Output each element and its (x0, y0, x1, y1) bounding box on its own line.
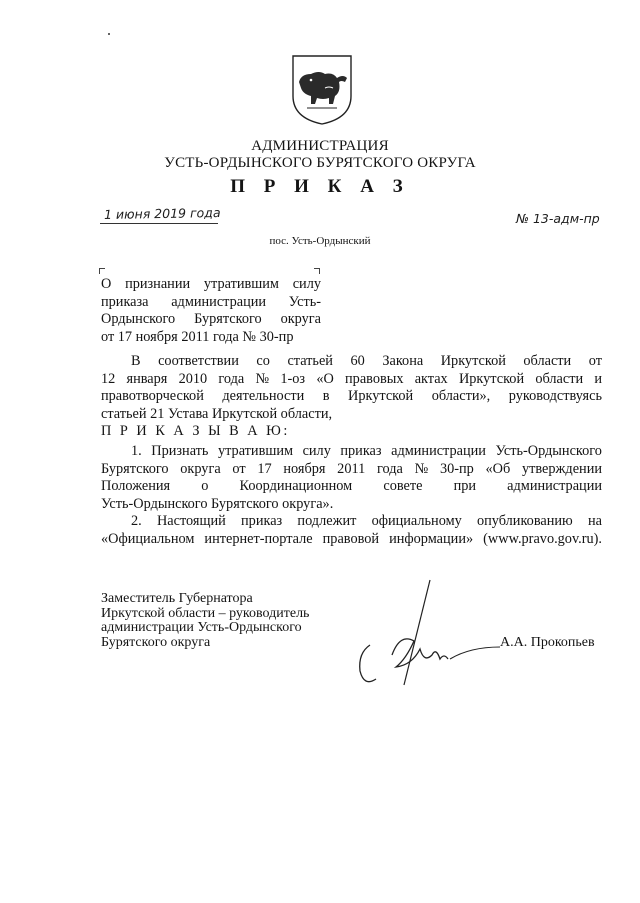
body-line (101, 478, 602, 496)
word: «Об (485, 460, 511, 477)
word: Бурятского (194, 311, 262, 327)
word: области (523, 353, 572, 369)
place-of-issue: пос. Усть-Ордынский (269, 235, 371, 247)
body-line (101, 531, 602, 549)
word: администрации (507, 478, 602, 494)
signer-position (101, 592, 309, 650)
signer-position-line: администрации Усть-Ордынского (101, 620, 302, 635)
word: № (255, 370, 270, 387)
word: приказ (340, 443, 382, 459)
handwritten-date: 1 июня 2019 года (103, 204, 221, 222)
word: 30-пр (439, 460, 474, 477)
body-line (101, 371, 602, 389)
word: Ордынского (101, 311, 176, 327)
body-line (101, 353, 602, 371)
word: о (201, 478, 209, 494)
word: в (322, 388, 330, 404)
word: января (126, 370, 168, 387)
word: администрации (391, 443, 486, 459)
word: О (101, 276, 112, 292)
word: и (594, 370, 602, 387)
word: области (535, 370, 584, 387)
body-line (101, 461, 602, 479)
date-underline (100, 223, 218, 224)
word: округа (180, 460, 221, 477)
subject-line (101, 311, 321, 329)
subject-line (101, 276, 321, 294)
word: Усть- (288, 293, 321, 310)
word: от (588, 353, 602, 369)
word: Иркутской (458, 370, 525, 387)
word: «О (316, 370, 334, 387)
word: силу (302, 443, 331, 459)
word: 2010 (178, 370, 208, 387)
word: руководствуясь (508, 388, 602, 404)
word: Положения (101, 478, 171, 494)
word: информации» (389, 530, 474, 547)
word: области», (431, 388, 491, 404)
word: В (131, 353, 141, 369)
word: признании (125, 276, 191, 292)
handwritten-number: № 13-адм-пр (516, 211, 600, 226)
word: приказа (101, 293, 149, 310)
word: Закона (382, 353, 424, 369)
word: опубликованию (477, 513, 573, 529)
word: 2011 (337, 460, 366, 477)
org-name-line2: УСТЬ-ОРДЫНСКОГО БУРЯТСКОГО ОКРУГА (164, 155, 476, 171)
word: № (414, 460, 429, 477)
word: года (218, 370, 245, 387)
word: утверждении (521, 460, 602, 477)
preamble-paragraph (101, 353, 602, 441)
word: силу (292, 276, 321, 292)
word: утратившим (203, 276, 279, 292)
word: Настоящий (156, 513, 226, 529)
word: 2. (131, 513, 142, 529)
bracket-corner-left (99, 268, 105, 274)
word: 12 (101, 370, 116, 387)
word: статьей (287, 353, 333, 369)
word: совете (383, 478, 423, 494)
handwritten-signature (340, 575, 510, 695)
word: соответствии (158, 353, 239, 369)
word: Признать (151, 443, 209, 459)
word: правотворческой (101, 388, 204, 404)
word: «Официальном (101, 530, 195, 547)
signer-name: А.А. Прокопьев (500, 635, 595, 650)
word: 1. (131, 443, 142, 459)
subject-line: от 17 ноября 2011 года № 30-пр (101, 328, 294, 345)
word: деятельности (222, 388, 305, 404)
document-subject (101, 276, 321, 346)
word: Бурятского (101, 460, 169, 477)
body-line (101, 443, 602, 461)
word: округа (280, 311, 321, 327)
word: 60 (350, 353, 365, 369)
body-line (101, 388, 602, 406)
word: Координационном (239, 478, 353, 494)
document-type-title: П Р И К А З (230, 176, 410, 197)
word: правовых (345, 370, 404, 387)
word: 1-оз (280, 370, 306, 387)
word: от (232, 460, 246, 477)
word: администрации (171, 293, 267, 310)
coat-of-arms-icon (289, 52, 355, 126)
bracket-corner-right (314, 268, 320, 274)
word: Иркутской (348, 388, 414, 404)
word: года (376, 460, 403, 477)
word: приказ (241, 513, 283, 529)
word: 17 (257, 460, 272, 477)
subject-line (101, 294, 321, 312)
word: утратившим (217, 443, 294, 459)
signer-position-line: Иркутской области – руководитель (101, 605, 310, 621)
item-2-paragraph (101, 513, 602, 548)
item-1-paragraph (101, 443, 602, 513)
body-line (101, 513, 602, 531)
word: при (453, 478, 477, 494)
signer-position-line: Заместитель Губернатора (101, 591, 253, 606)
word: официальному (371, 513, 462, 529)
org-name-line1: АДМИНИСТРАЦИЯ (251, 138, 389, 154)
word: актах (414, 370, 448, 387)
word: Иркутской (440, 353, 506, 369)
order-word: П Р И К А З Ы В А Ю: (101, 423, 290, 439)
word: подлежит (297, 513, 357, 529)
word: интернет-портале (204, 530, 313, 547)
word: со (256, 353, 270, 369)
word: правовой (322, 530, 380, 547)
word: Усть-Ордынского (495, 443, 602, 459)
word: ноября (283, 460, 326, 477)
word: (www.pravo.gov.ru). (483, 530, 602, 547)
scan-speck (108, 33, 110, 35)
body-line: Усть-Ордынского Бурятского округа». (101, 495, 334, 512)
body-line: статьей 21 Устава Иркутской области, (101, 405, 333, 422)
word: на (587, 513, 602, 529)
signer-position-line: Бурятского округа (101, 634, 211, 650)
